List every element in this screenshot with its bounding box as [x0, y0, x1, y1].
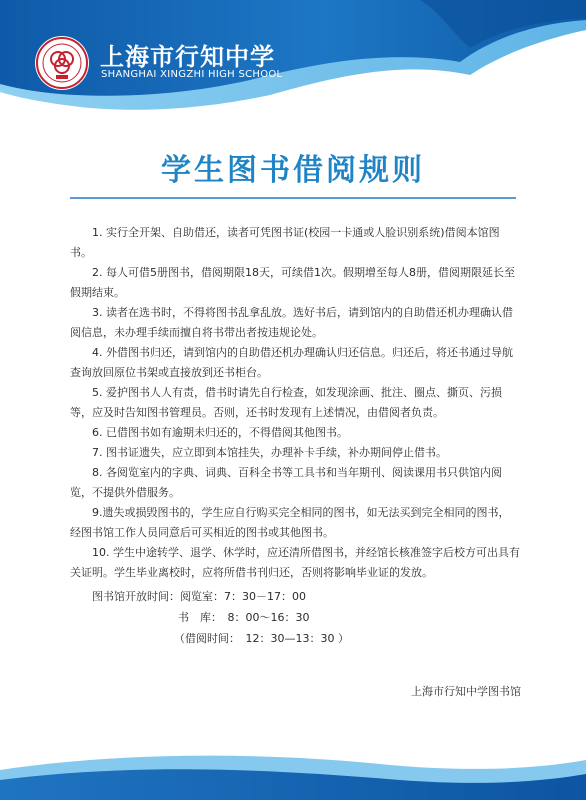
rule-item: 8. 各阅览室内的字典、词典、百科全书等工具书和当年期刊、阅读课用书只供馆内阅览，不提供外借服务。	[70, 466, 502, 499]
rule-item: 10. 学生中途转学、退学、休学时，应还清所借图书，并经馆长核准签字后校方可出具有关证明。学生毕业离校时，应将所借书刊归还，否则将影响毕业证的发放。	[70, 546, 520, 579]
school-name-cn: 上海市行知中学	[100, 43, 275, 71]
library-signature: 上海市行知中学图书馆	[411, 685, 521, 698]
lending-hours: （借阅时间： 12：30—13：30 ）	[174, 632, 349, 645]
book-stack-hours: 书 库： 8：00～16：30	[178, 611, 310, 624]
school-logo	[34, 35, 90, 91]
school-name-en: SHANGHAI XINGZHI HIGH SCHOOL	[101, 69, 283, 80]
reading-room-hours: 阅览室：7：30－17：00	[180, 590, 306, 603]
rule-item: 1. 实行全开架、自助借还，读者可凭图书证(校园一卡通或人脸识别系统)借阅本馆图书。	[70, 226, 500, 259]
rules-list	[70, 223, 520, 583]
title-divider	[70, 197, 516, 199]
opening-hours	[70, 586, 520, 649]
rule-item: 2. 每人可借5册图书，借阅期限18天，可续借1次。假期增至每人8册，借阅期限延长至假期结束。	[70, 266, 515, 299]
rule-item: 6. 已借图书如有逾期未归还的，不得借阅其他图书。	[92, 426, 348, 439]
rule-item: 4. 外借图书归还，请到馆内的自助借还机办理确认归还信息。归还后，将还书通过导航查询放回原位书架或直接放到还书柜台。	[70, 346, 513, 379]
rule-item: 5. 爱护图书人人有责，借书时请先自行检查，如发现涂画、批注、圈点、撕页、污损等，应及时告知图书管理员。否则，还书时发现有上述情况，由借阅者负责。	[70, 386, 502, 419]
page-title: 学生图书借阅规则	[161, 153, 425, 188]
rule-item: 9.遗失或损毁图书的，学生应自行购买完全相同的图书，如无法买到完全相同的图书，经图书馆工作人员同意后可买相近的图书或其他图书。	[70, 506, 510, 539]
rule-item: 3. 读者在选书时，不得将图书乱拿乱放。选好书后，请到馆内的自助借还机办理确认借阅信息，未办理手续而擅自将书带出者按违规论处。	[70, 306, 513, 339]
footer-wave-banner	[0, 730, 586, 800]
opening-hours-label: 图书馆开放时间：	[92, 590, 180, 603]
rule-item: 7. 图书证遗失，应立即到本馆挂失，办理补卡手续，补办期间停止借书。	[92, 446, 447, 459]
